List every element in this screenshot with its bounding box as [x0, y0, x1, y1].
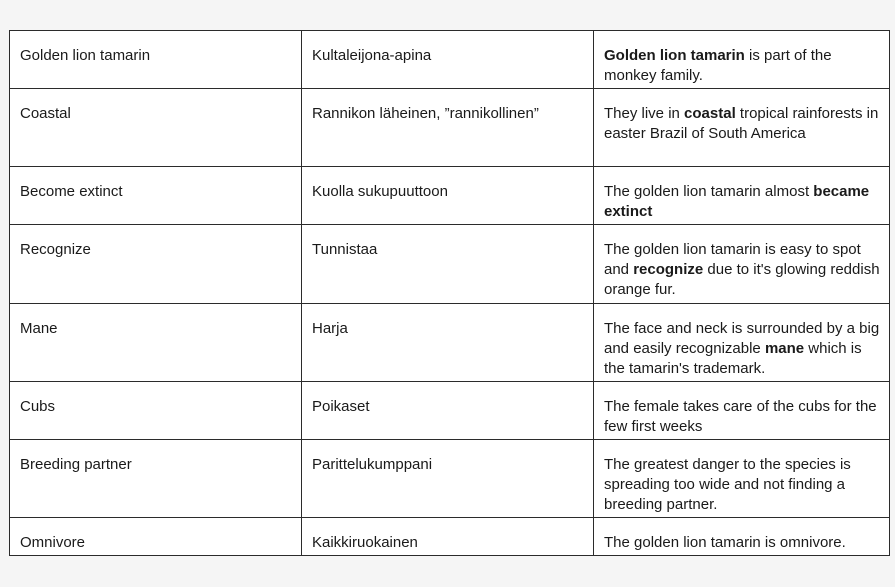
example-keyword: recognize [633, 261, 704, 278]
example-sentence [594, 382, 890, 440]
english-term: Mane [10, 304, 302, 382]
table-row [10, 304, 890, 382]
example-keyword: became extinct [604, 183, 870, 220]
example-text: They live in [604, 105, 685, 122]
english-term: Become extinct [10, 167, 302, 225]
finnish-translation: Rannikon läheinen, ”rannikollinen” [302, 89, 594, 167]
finnish-translation: Kultaleijona-apina [302, 31, 594, 89]
example-sentence [594, 31, 890, 89]
example-text: is part of the monkey family. [604, 47, 832, 84]
table-row [10, 167, 890, 225]
example-text: The golden lion tamarin almost [604, 183, 814, 200]
vocabulary-table [9, 30, 890, 556]
finnish-translation: Poikaset [302, 382, 594, 440]
example-sentence [594, 225, 890, 304]
example-text: The female takes care of the cubs for the few first weeks [604, 398, 877, 435]
example-sentence [594, 167, 890, 225]
example-sentence [594, 304, 890, 382]
english-term: Golden lion tamarin [10, 31, 302, 89]
finnish-translation: Kuolla sukupuuttoon [302, 167, 594, 225]
table-row [10, 89, 890, 167]
finnish-translation: Tunnistaa [302, 225, 594, 304]
english-term: Coastal [10, 89, 302, 167]
english-term: Recognize [10, 225, 302, 304]
example-text: tropical rainforests in easter Brazil of South America [604, 105, 879, 142]
example-sentence [594, 89, 890, 167]
finnish-translation: Kaikkiruokainen [302, 518, 594, 556]
example-sentence [594, 518, 890, 556]
example-text: The golden lion tamarin is omnivore. [604, 534, 846, 551]
example-keyword: Golden lion tamarin [604, 47, 745, 64]
example-keyword: coastal [684, 105, 736, 122]
example-text: The face and neck is surrounded by a big and easily recognizable [604, 320, 880, 357]
english-term: Cubs [10, 382, 302, 440]
example-text: The greatest danger to the species is spreading too wide and not finding a breeding partner. [604, 456, 851, 513]
example-text: due to it's glowing reddish orange fur. [604, 261, 880, 298]
table-row [10, 518, 890, 556]
example-text: The golden lion tamarin is easy to spot and [604, 241, 861, 278]
table-row [10, 440, 890, 518]
example-sentence [594, 440, 890, 518]
english-term: Breeding partner [10, 440, 302, 518]
example-keyword: mane [764, 340, 805, 357]
example-text: which is the tamarin's trademark. [604, 340, 862, 377]
finnish-translation: Harja [302, 304, 594, 382]
table-row [10, 382, 890, 440]
english-term: Omnivore [10, 518, 302, 556]
table-row [10, 31, 890, 89]
finnish-translation: Parittelukumppani [302, 440, 594, 518]
table-row [10, 225, 890, 304]
